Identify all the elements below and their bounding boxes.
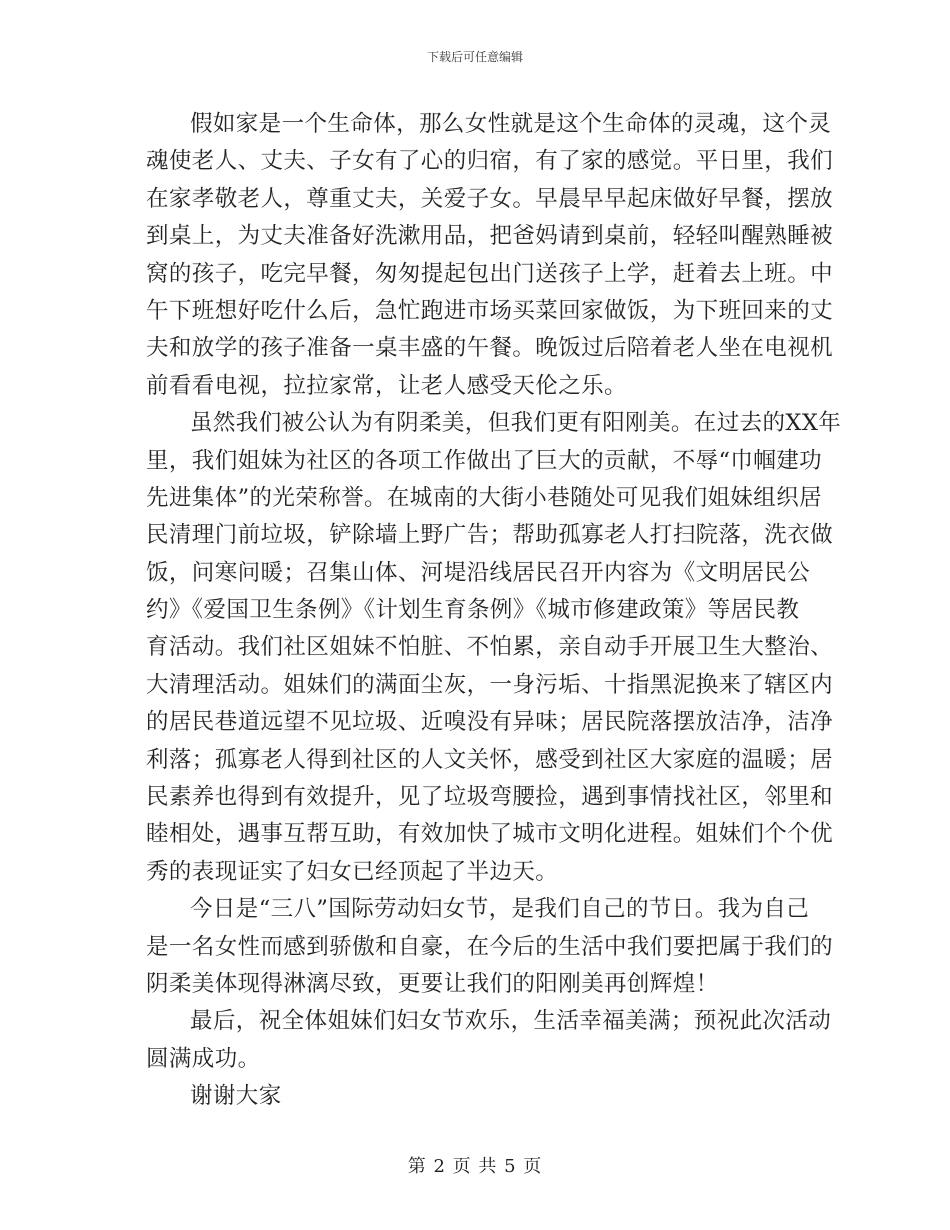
paragraph-1-line: 假如家是一个生命体，那么女性就是这个生命体的灵魂，这个灵 [190,111,832,137]
paragraph-2-line: 民素养也得到有效提升，见了垃圾弯腰捡，遇到事情找社区，邻里和 [146,784,834,811]
document-body [146,106,842,1116]
closing-thanks: 谢谢大家 [190,1083,282,1110]
paragraph-1-line: 窝的孩子，吃完早餐，匆匆提起包出门送孩子上学，赶着去上班。中 [146,260,834,287]
page-header: 下载后可任意编辑 [426,50,523,64]
paragraph-2-line: 虽然我们被公认为有阴柔美，但我们更有阳刚美。在过去的XX年 [190,410,842,437]
paragraph-4-line: 圆满成功。 [146,1045,261,1072]
paragraph-2-line: 先进集体”的光荣称誉。在城南的大街小巷随处可见我们姐妹组织居 [146,484,823,511]
paragraph-2-line: 睦相处，遇事互帮互助，有效加快了城市文明化进程。姐妹们个个优 [146,821,834,848]
paragraph-2-line: 饭，问寒问暖；召集山体、河堤沿线居民召开内容为《文明居民公 [146,559,811,586]
paragraph-2-line: 育活动。我们社区姐妹不怕脏、不怕累，亲自动手开展卫生大整治、 [146,634,834,661]
paragraph-3-line: 阴柔美体现得淋漓尽致，更要让我们的阳刚美再创辉煌！ [146,970,719,997]
paragraph-3-line: 是一名女性而感到骄傲和自豪，在今后的生活中我们要把属于我们的 [146,933,834,960]
paragraph-2-line: 秀的表现证实了妇女已经顶起了半边天。 [146,858,559,885]
paragraph-2-line: 的居民巷道远望不见垃圾、近嗅没有异味；居民院落摆放洁净，洁净 [146,709,834,736]
paragraph-2-line: 约》《爱国卫生条例》《计划生育条例》《城市修建政策》等居民教 [146,597,800,624]
paragraph-1-line: 到桌上，为丈夫准备好洗漱用品，把爸妈请到桌前，轻轻叫醒熟睡被 [146,223,834,250]
paragraph-4-line: 最后，祝全体姐妹们妇女节欢乐，生活幸福美满；预祝此次活动 [190,1008,832,1035]
paragraph-1-line: 午下班想好吃什么后，急忙跑进市场买菜回家做饭，为下班回来的丈 [146,297,834,324]
paragraph-1-line: 魂使老人、丈夫、子女有了心的归宿，有了家的感觉。平日里，我们 [146,148,834,175]
paragraph-1-line: 在家孝敬老人，尊重丈夫，关爱子女。早晨早早起床做好早餐，摆放 [146,185,834,212]
paragraph-2-line: 利落；孤寡老人得到社区的人文关怀，感受到社区大家庭的温暖；居 [146,746,834,773]
paragraph-2-line: 大清理活动。姐妹们的满面尘灰，一身污垢、十指黑泥换来了辖区内 [146,671,834,698]
paragraph-2-line: 里，我们姐妹为社区的各项工作做出了巨大的贡献，不辱“巾帼建功 [146,447,823,474]
paragraph-2-line: 民清理门前垃圾，铲除墙上野广告；帮助孤寡老人打扫院落，洗衣做 [146,522,834,549]
paragraph-1-line: 夫和放学的孩子准备一桌丰盛的午餐。晚饭过后陪着老人坐在电视机 [146,335,834,362]
page-number-footer: 第 2 页 共 5 页 [407,1156,543,1177]
paragraph-3-line: 今日是“三八”国际劳动妇女节，是我们自己的节日。我为自己 [190,896,810,923]
paragraph-1-line: 前看看电视，拉拉家常，让老人感受天伦之乐。 [146,372,627,399]
